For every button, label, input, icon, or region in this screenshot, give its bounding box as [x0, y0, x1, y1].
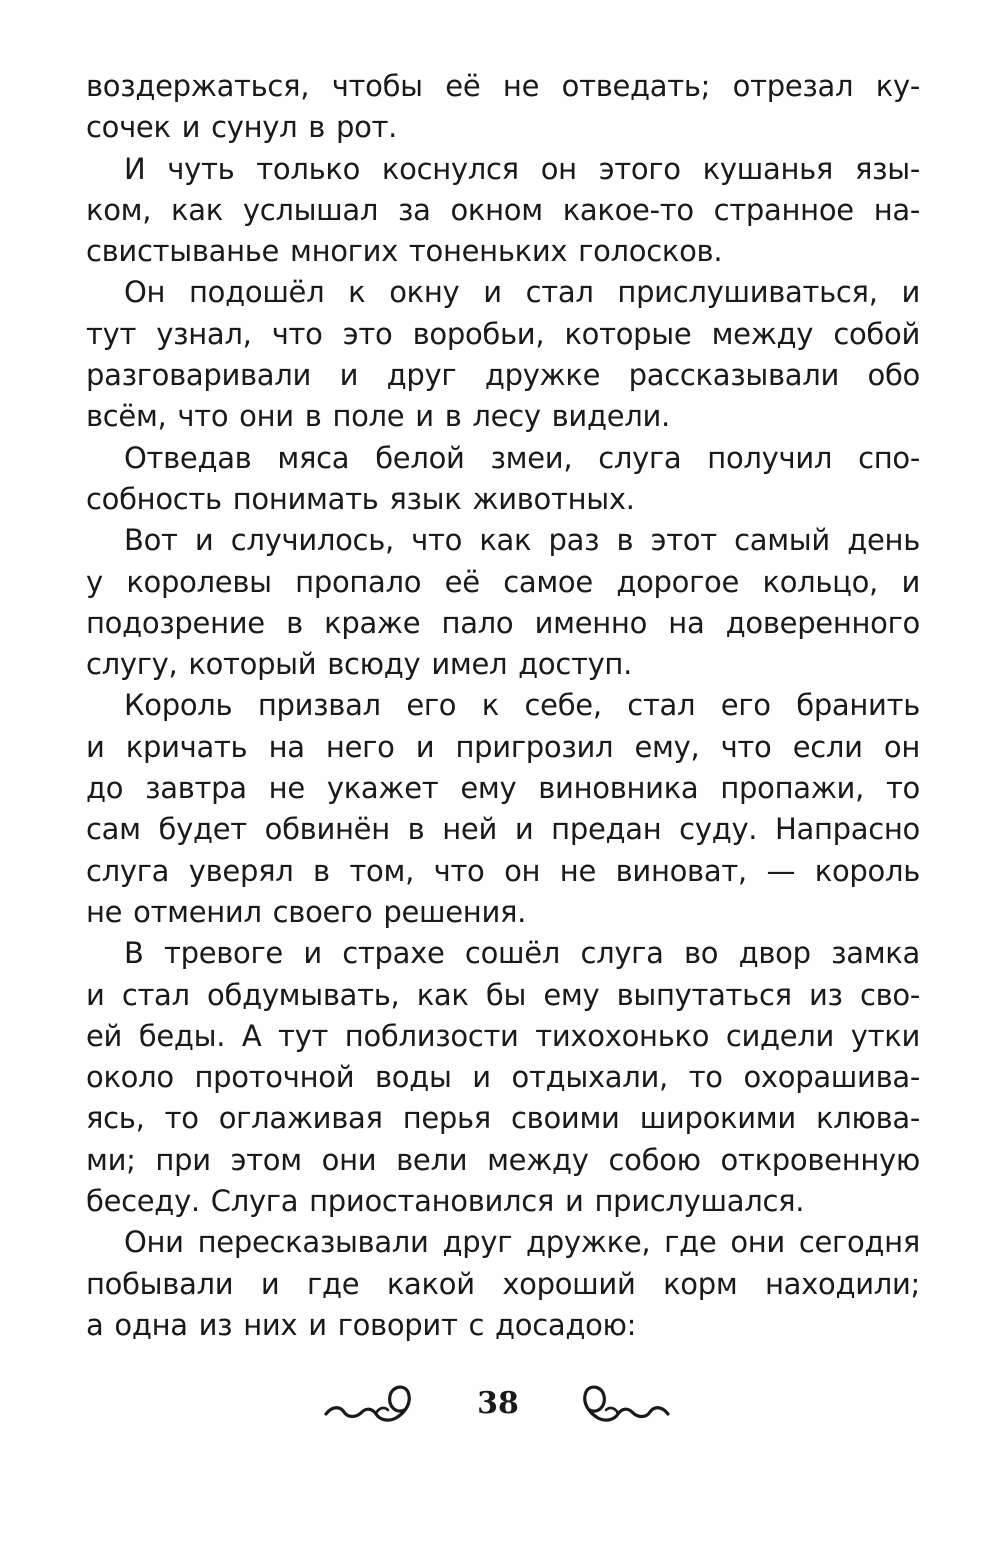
- paragraph: [86, 685, 920, 933]
- paragraph: [86, 1222, 920, 1346]
- flourish-left-ornament: [322, 1378, 418, 1430]
- text-line: ком, как услышал за окном какое-то странное на-: [86, 192, 920, 227]
- text-line: не отменил своего решения.: [86, 894, 527, 929]
- text-line: слуга уверял в том, что он не виноват, — король: [86, 853, 920, 888]
- text-line: И чуть только коснулся он этого кушанья язы-: [124, 151, 920, 186]
- page-footer: [0, 1378, 1000, 1438]
- text-line: Они пересказывали друг дружке, где они сегодня: [124, 1225, 920, 1260]
- text-line: собность понимать язык животных.: [86, 481, 635, 516]
- text-line: сочек и сунул в рот.: [86, 110, 398, 145]
- text-line: и стал обдумывать, как бы ему выпутаться из сво-: [86, 977, 920, 1012]
- text-line: побывали и где какой хороший корм находили;: [86, 1266, 920, 1301]
- text-line: разговаривали и друг дружке рассказывали обо: [86, 358, 920, 393]
- text-line: В тревоге и страхе сошёл слуга во двор замка: [124, 936, 920, 971]
- text-line: сам будет обвинён в ней и предан суду. Напрасно: [86, 812, 920, 847]
- text-line: слугу, который всюду имел доступ.: [86, 647, 633, 682]
- text-line: до завтра не укажет ему виновника пропажи, то: [86, 771, 920, 806]
- text-line: Он подошёл к окну и стал прислушиваться, и: [124, 275, 920, 310]
- text-line: воздержаться, чтобы её не отведать; отрезал ку-: [86, 69, 920, 103]
- text-line: Король призвал его к себе, стал его бранить: [124, 688, 920, 723]
- text-line: Отведав мяса белой змеи, слуга получил спо-: [124, 440, 920, 475]
- text-line: Вот и случилось, что как раз в этот самый день: [124, 523, 920, 558]
- paragraph: [86, 66, 920, 149]
- text-line: и кричать на него и пригрозил ему, что если он: [86, 729, 920, 764]
- text-line: около проточной воды и отдыхали, то охорашива-: [86, 1060, 920, 1095]
- text-line: тут узнал, что это воробьи, которые между собой: [86, 316, 920, 351]
- paragraph: [86, 149, 920, 273]
- text-line: свистыванье многих тоненьких голосков.: [86, 234, 723, 269]
- text-line: ей беды. А тут поблизости тихохонько сидели утки: [86, 1018, 920, 1053]
- text-line: ми; при этом они вели между собою откровенную: [86, 1142, 920, 1177]
- paragraph: [86, 520, 920, 685]
- page-number: 38: [477, 1386, 519, 1421]
- flourish-right-ornament: [576, 1378, 672, 1430]
- text-line: беседу. Слуга приостановился и прислушался.: [86, 1184, 805, 1219]
- text-line: подозрение в краже пало именно на доверенного: [86, 605, 920, 640]
- paragraph: [86, 933, 920, 1222]
- paragraph: [86, 272, 920, 437]
- text-line: всём, что они в поле и в лесу видели.: [86, 399, 670, 434]
- paragraph: [86, 438, 920, 521]
- text-line: ясь, то оглаживая перья своими широкими клюва-: [86, 1101, 920, 1136]
- text-line: у королевы пропало её самое дорогое кольцо, и: [86, 564, 920, 599]
- text-line: а одна из них и говорит с досадою:: [86, 1307, 637, 1342]
- body-text: [86, 66, 920, 1346]
